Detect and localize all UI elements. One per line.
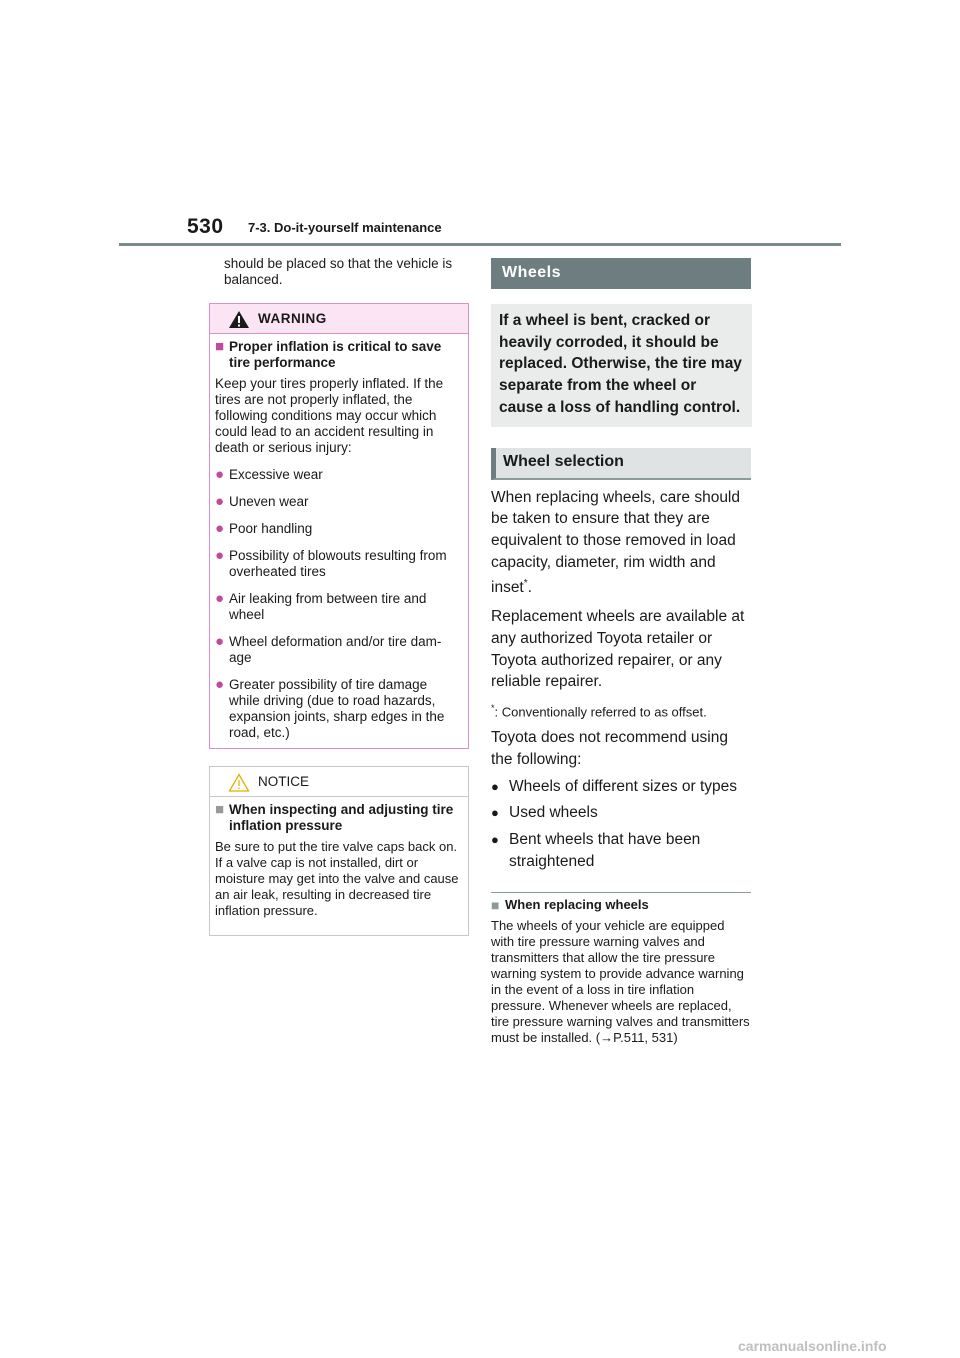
- warning-bullet: [215, 494, 460, 510]
- warning-bullet: [215, 591, 460, 623]
- notice-title: NOTICE: [258, 774, 310, 789]
- para1-text: When replacing wheels, care should be taken to ensure that they are equivalent to those removed in load capacity, diameter, rim width and inset: [491, 488, 740, 597]
- circle-bullet-icon: ●: [215, 493, 225, 510]
- bullet-text: Air leaking from between tire and wheel: [229, 591, 427, 622]
- warning-triangle-icon: [228, 310, 250, 329]
- list-item: [491, 802, 751, 824]
- warning-bullet: [215, 467, 460, 483]
- circle-bullet-icon: ●: [215, 633, 225, 650]
- notice-subhead-text: When inspecting and adjusting tire inflation pressure: [229, 802, 454, 833]
- wheels-banner: Wheels: [491, 258, 751, 289]
- warning-paragraph: Keep your tires properly inflated. If the tires are not properly inflated, the following conditions may occur which could lead to an accident resulting in death or serious injury:: [215, 376, 444, 455]
- intro-text: should be placed so that the vehicle is balanced.: [224, 256, 453, 287]
- page-number: 530: [187, 215, 224, 238]
- circle-bullet-icon: ●: [215, 590, 225, 607]
- body-paragraph: Replacement wheels are available at any authorized Toyota retailer or Toyota authorized repairer, or any reliable repairer.: [491, 608, 745, 691]
- warning-body: [210, 334, 468, 748]
- notice-line-2: If a valve cap is not installed, dirt or moisture may get into the valve and cause an air leak, resulting in decreased tire inflation pressure.: [215, 855, 459, 918]
- wheel-selection-banner: Wheel selection: [491, 448, 751, 480]
- footnote-text: : Conventionally referred to as offset.: [494, 704, 707, 720]
- circle-bullet-icon: ●: [215, 520, 225, 537]
- section-divider: [491, 892, 751, 893]
- dot-bullet-icon: ●: [491, 832, 499, 848]
- square-bullet-icon: ■: [215, 338, 225, 355]
- square-bullet-icon: ■: [491, 896, 500, 913]
- list-item-text: Bent wheels that have been straightened: [509, 831, 701, 870]
- right-column: [491, 258, 751, 1046]
- page-header: [0, 0, 960, 250]
- footer-watermark: carmanualsonline.info: [738, 1338, 887, 1354]
- small-subhead: [491, 897, 751, 913]
- bullet-text: Excessive wear: [229, 467, 323, 482]
- section-title: 7-3. Do-it-yourself maintenance: [248, 220, 442, 235]
- bullet-text: Poor handling: [229, 521, 313, 536]
- header-rule: [119, 243, 841, 246]
- list-item: [491, 776, 751, 798]
- notice-box: [209, 766, 469, 936]
- left-column: [209, 256, 469, 936]
- notice-body: [210, 797, 468, 935]
- notice-header: [210, 767, 468, 797]
- warning-bullet: [215, 677, 460, 741]
- circle-bullet-icon: ●: [215, 547, 225, 564]
- warning-subhead: [215, 339, 460, 371]
- warning-box: [209, 303, 469, 749]
- warning-bullet: [215, 634, 460, 666]
- small-subhead-text: When replacing wheels: [505, 896, 649, 912]
- notice-line-1: Be sure to put the tire valve caps back on.: [215, 839, 458, 854]
- list-item-text: Used wheels: [509, 804, 598, 822]
- bullet-text: Wheel deformation and/or tire dam- age: [229, 634, 442, 665]
- bullet-text: Uneven wear: [229, 494, 309, 509]
- warning-title: WARNING: [258, 311, 327, 326]
- warning-bullet: [215, 521, 460, 537]
- para1-end: .: [527, 579, 532, 597]
- caution-text: If a wheel is bent, cracked or heavily corroded, it should be replaced. Otherwise, the tire may separate from the wheel or cause a loss of handling control.: [499, 312, 742, 416]
- dot-bullet-icon: ●: [491, 805, 499, 821]
- bullet-text: Greater possibility of tire damage while driving (due to road hazards, expansion joints, sharp edges in the road, etc.): [229, 677, 445, 740]
- footnote-mark: *: [491, 703, 495, 713]
- caution-box: [491, 304, 752, 427]
- square-bullet-icon: ■: [215, 801, 225, 818]
- caution-triangle-icon: [228, 773, 250, 792]
- warning-header: [210, 304, 468, 334]
- circle-bullet-icon: ●: [215, 466, 225, 483]
- bullet-text: Possibility of blowouts resulting from overheated tires: [229, 548, 447, 579]
- footnote: [491, 700, 751, 720]
- list-item: [491, 829, 751, 872]
- small-paragraph: The wheels of your vehicle are equipped with tire pressure warning valves and transmitters that allow the tire pressure warning system to provide advance warning in the event of a loss in tire inflation pressure. Whenever wheels are replaced, tire pressure warning valves and transmitters must be installed. (→P.511, 531): [491, 917, 750, 1045]
- body-paragraph: [491, 487, 751, 600]
- asterisk-mark: *: [523, 578, 528, 590]
- notice-subhead: [215, 802, 460, 834]
- list-item-text: Wheels of different sizes or types: [509, 777, 738, 795]
- dot-bullet-icon: ●: [491, 778, 499, 794]
- warning-bullet: [215, 548, 460, 580]
- body-paragraph: Toyota does not recommend using the following:: [491, 729, 728, 769]
- notice-paragraph: [215, 839, 460, 919]
- warning-subhead-text: Proper inflation is critical to save tire performance: [229, 339, 442, 370]
- circle-bullet-icon: ●: [215, 676, 225, 693]
